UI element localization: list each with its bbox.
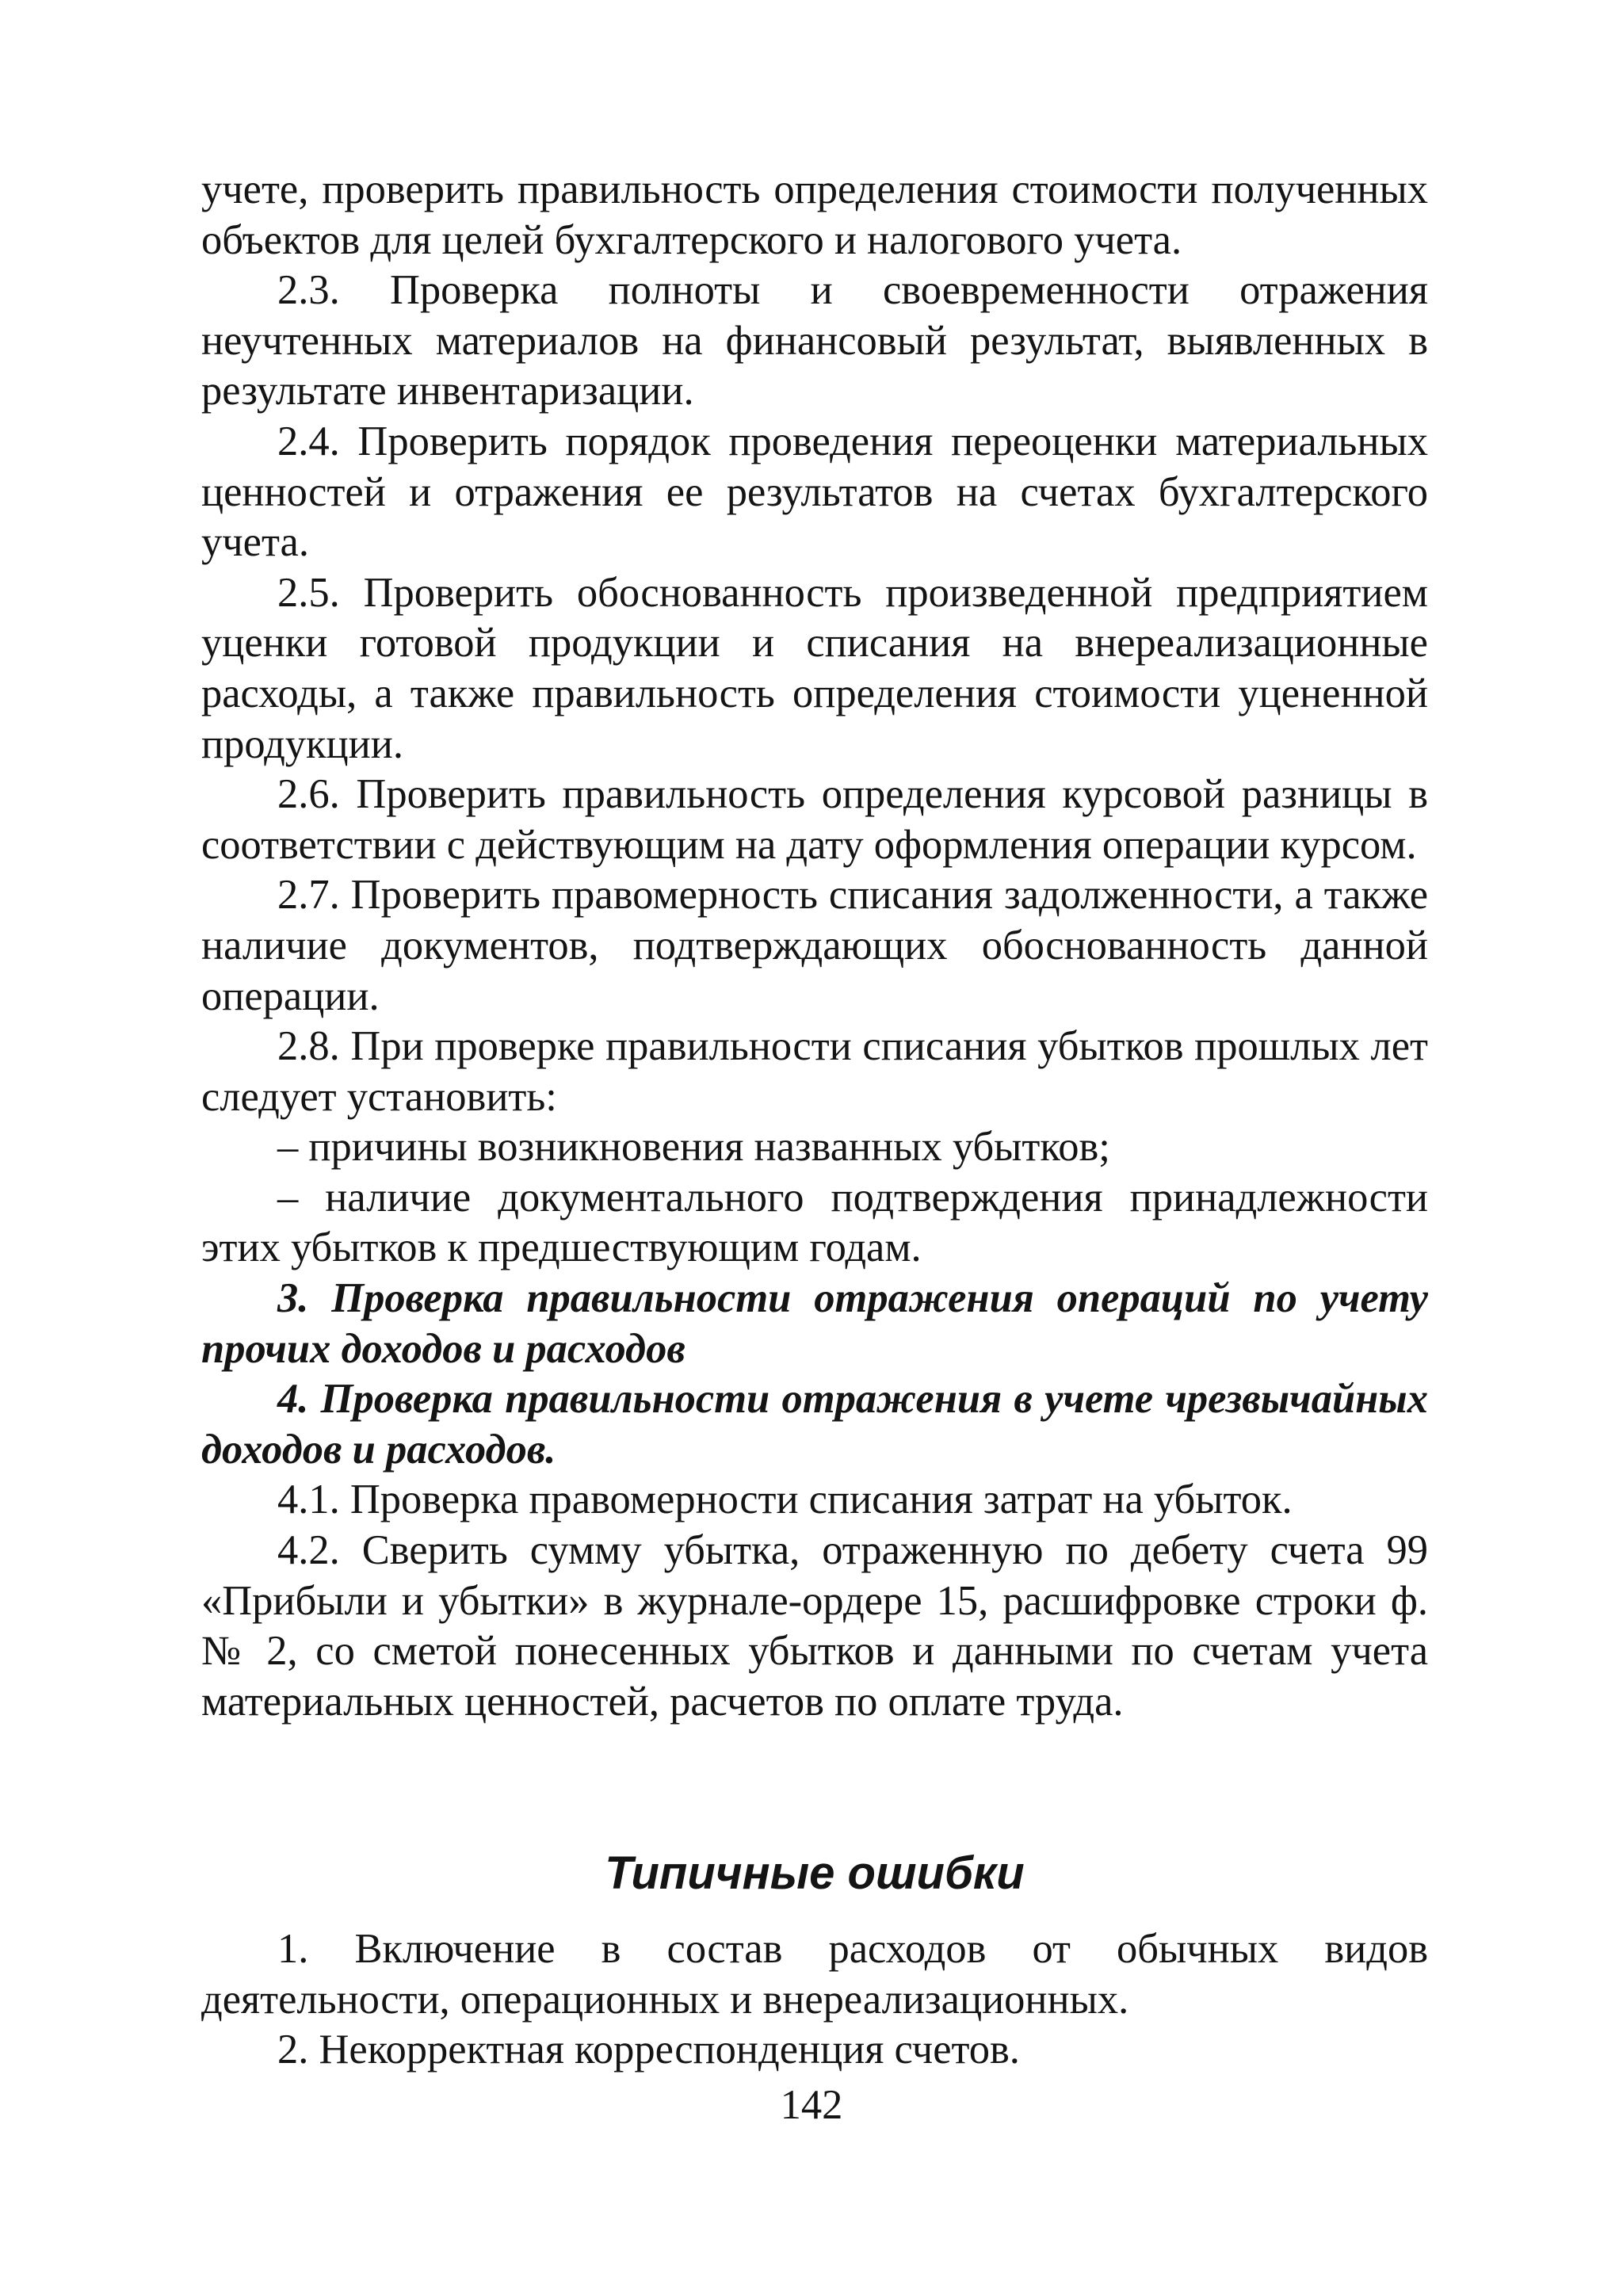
list-item-causes: – причины возникновения названных убытков;: [277, 1124, 1110, 1171]
subheading-4: 4. Проверка правильности отражения в учете чрезвычайных доходов и расходов.: [201, 1376, 1428, 1473]
subheading-3: 3. Проверка правильности отражения операций по учету прочих доходов и расходов: [201, 1275, 1428, 1372]
paragraph-2-6: 2.6. Проверить правильность определения курсовой разницы в соответствии с действующим на дату оформления операции курсом.: [201, 771, 1428, 868]
error-item-2: 2. Некорректная корреспонденция счетов.: [277, 2027, 1020, 2073]
section-heading: Типичные ошибки: [605, 1847, 1025, 1899]
list-item-documentation: – наличие документального подтверждения принадлежности этих убытков к предшествующим годам.: [201, 1174, 1428, 1271]
main-text: [201, 165, 1428, 1727]
typical-errors-list: [201, 1924, 1428, 2076]
paragraph-2-4: 2.4. Проверить порядок проведения переоценки материальных ценностей и отражения ее результатов на счетах бухгалтерского учета.: [201, 418, 1428, 566]
error-item-1: 1. Включение в состав расходов от обычных видов деятельности, операционных и внереализационных.: [201, 1926, 1428, 2023]
paragraph-2-8: 2.8. При проверке правильности списания убытков прошлых лет следует установить:: [201, 1023, 1428, 1120]
paragraph-2-3: 2.3. Проверка полноты и своевременности отражения неучтенных материалов на финансовый результат, выявленных в результате инвентаризации.: [201, 267, 1428, 415]
paragraph-4-2: 4.2. Сверить сумму убытка, отраженную по дебету счета 99 «Прибыли и убытки» в журнале-ордере 15, расшифровке строки ф. № 2, со сметой понесенных убытков и данными по счетам учета материальных ценностей, расчетов по оплате труда.: [201, 1527, 1428, 1725]
paragraph-4-1: 4.1. Проверка правомерности списания затрат на убыток.: [277, 1477, 1293, 1523]
page-number: 142: [780, 2082, 843, 2128]
paragraph-continuation: учете, проверить правильность определения стоимости полученных объектов для целей бухгалтерского и налогового учета.: [201, 166, 1428, 263]
paragraph-2-5: 2.5. Проверить обоснованность произведенной предприятием уценки готовой продукции и списания на внереализационные расходы, а также правильность определения стоимости уцененной продукции.: [201, 569, 1428, 767]
paragraph-2-7: 2.7. Проверить правомерность списания задолженности, а также наличие документов, подтверждающих обоснованность данной операции.: [201, 872, 1428, 1019]
